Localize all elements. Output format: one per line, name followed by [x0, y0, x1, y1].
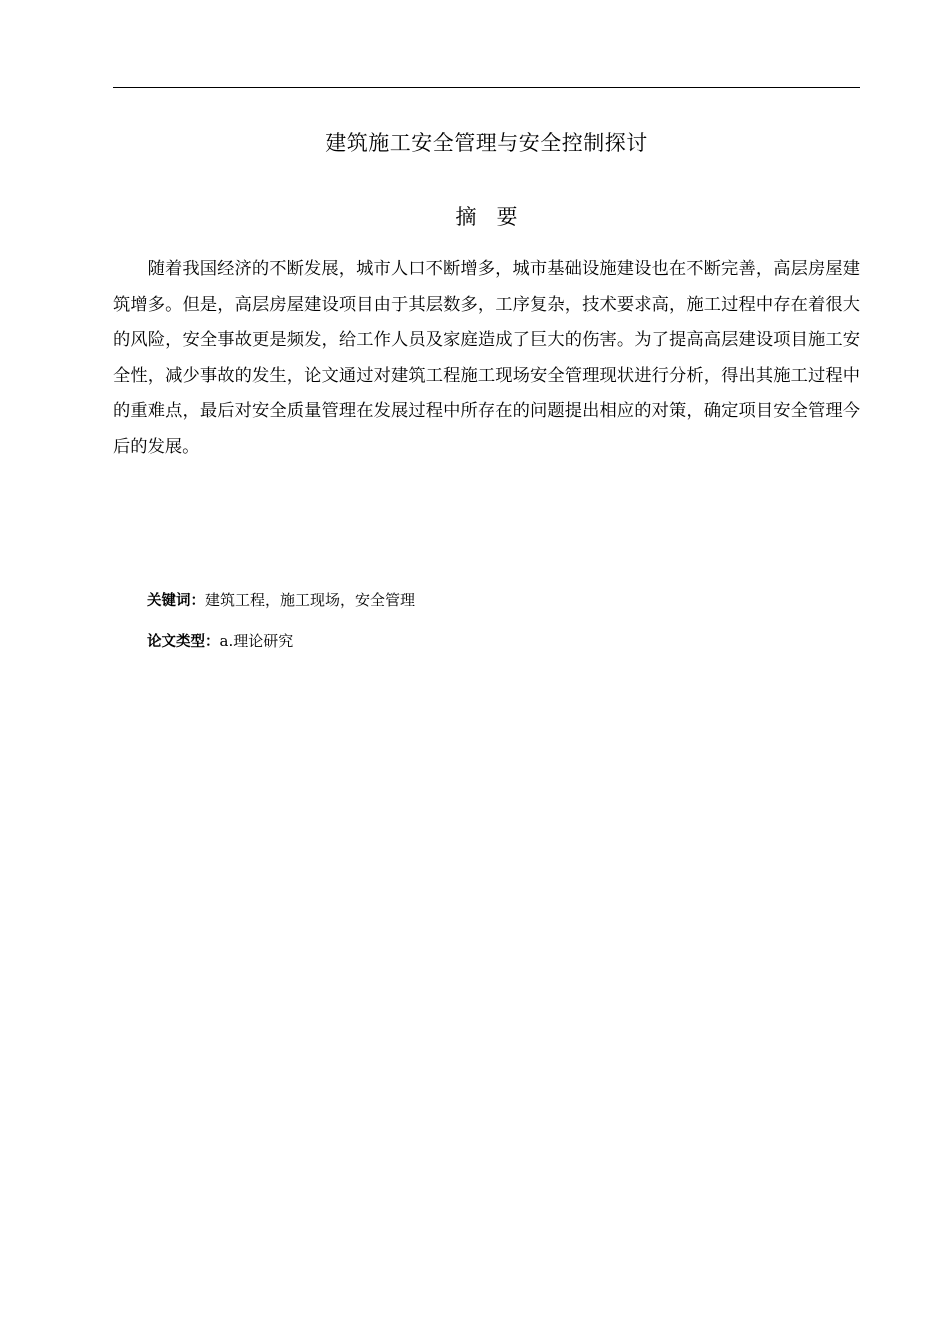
paper-type-value: a.理论研究 — [219, 632, 294, 650]
paper-type-label: 论文类型： — [147, 634, 220, 650]
header-rule — [113, 87, 860, 88]
paper-type-line — [147, 630, 293, 653]
keywords-value: 建筑工程，施工现场，安全管理 — [205, 591, 416, 609]
document-title: 建筑施工安全管理与安全控制探讨 — [325, 131, 648, 155]
keywords-label: 关键词： — [147, 593, 205, 609]
keywords-line — [147, 589, 415, 612]
abstract-heading: 摘要 — [455, 205, 538, 229]
abstract-body: 随着我国经济的不断发展，城市人口不断增多，城市基础设施建设也在不断完善，高层房屋建筑增多。但是，高层房屋建设项目由于其层数多，工序复杂，技术要求高，施工过程中存在着很大的风险，安全事故更是频发，给工作人员及家庭造成了巨大的伤害。为了提高高层建设项目施工安全性，减少事故的发生，论文通过对建筑工程施工现场安全管理现状进行分析，得出其施工过程中的重难点，最后对安全质量管理在发展过程中所存在的问题提出相应的对策，确定项目安全管理今后的发展。 — [113, 259, 860, 457]
